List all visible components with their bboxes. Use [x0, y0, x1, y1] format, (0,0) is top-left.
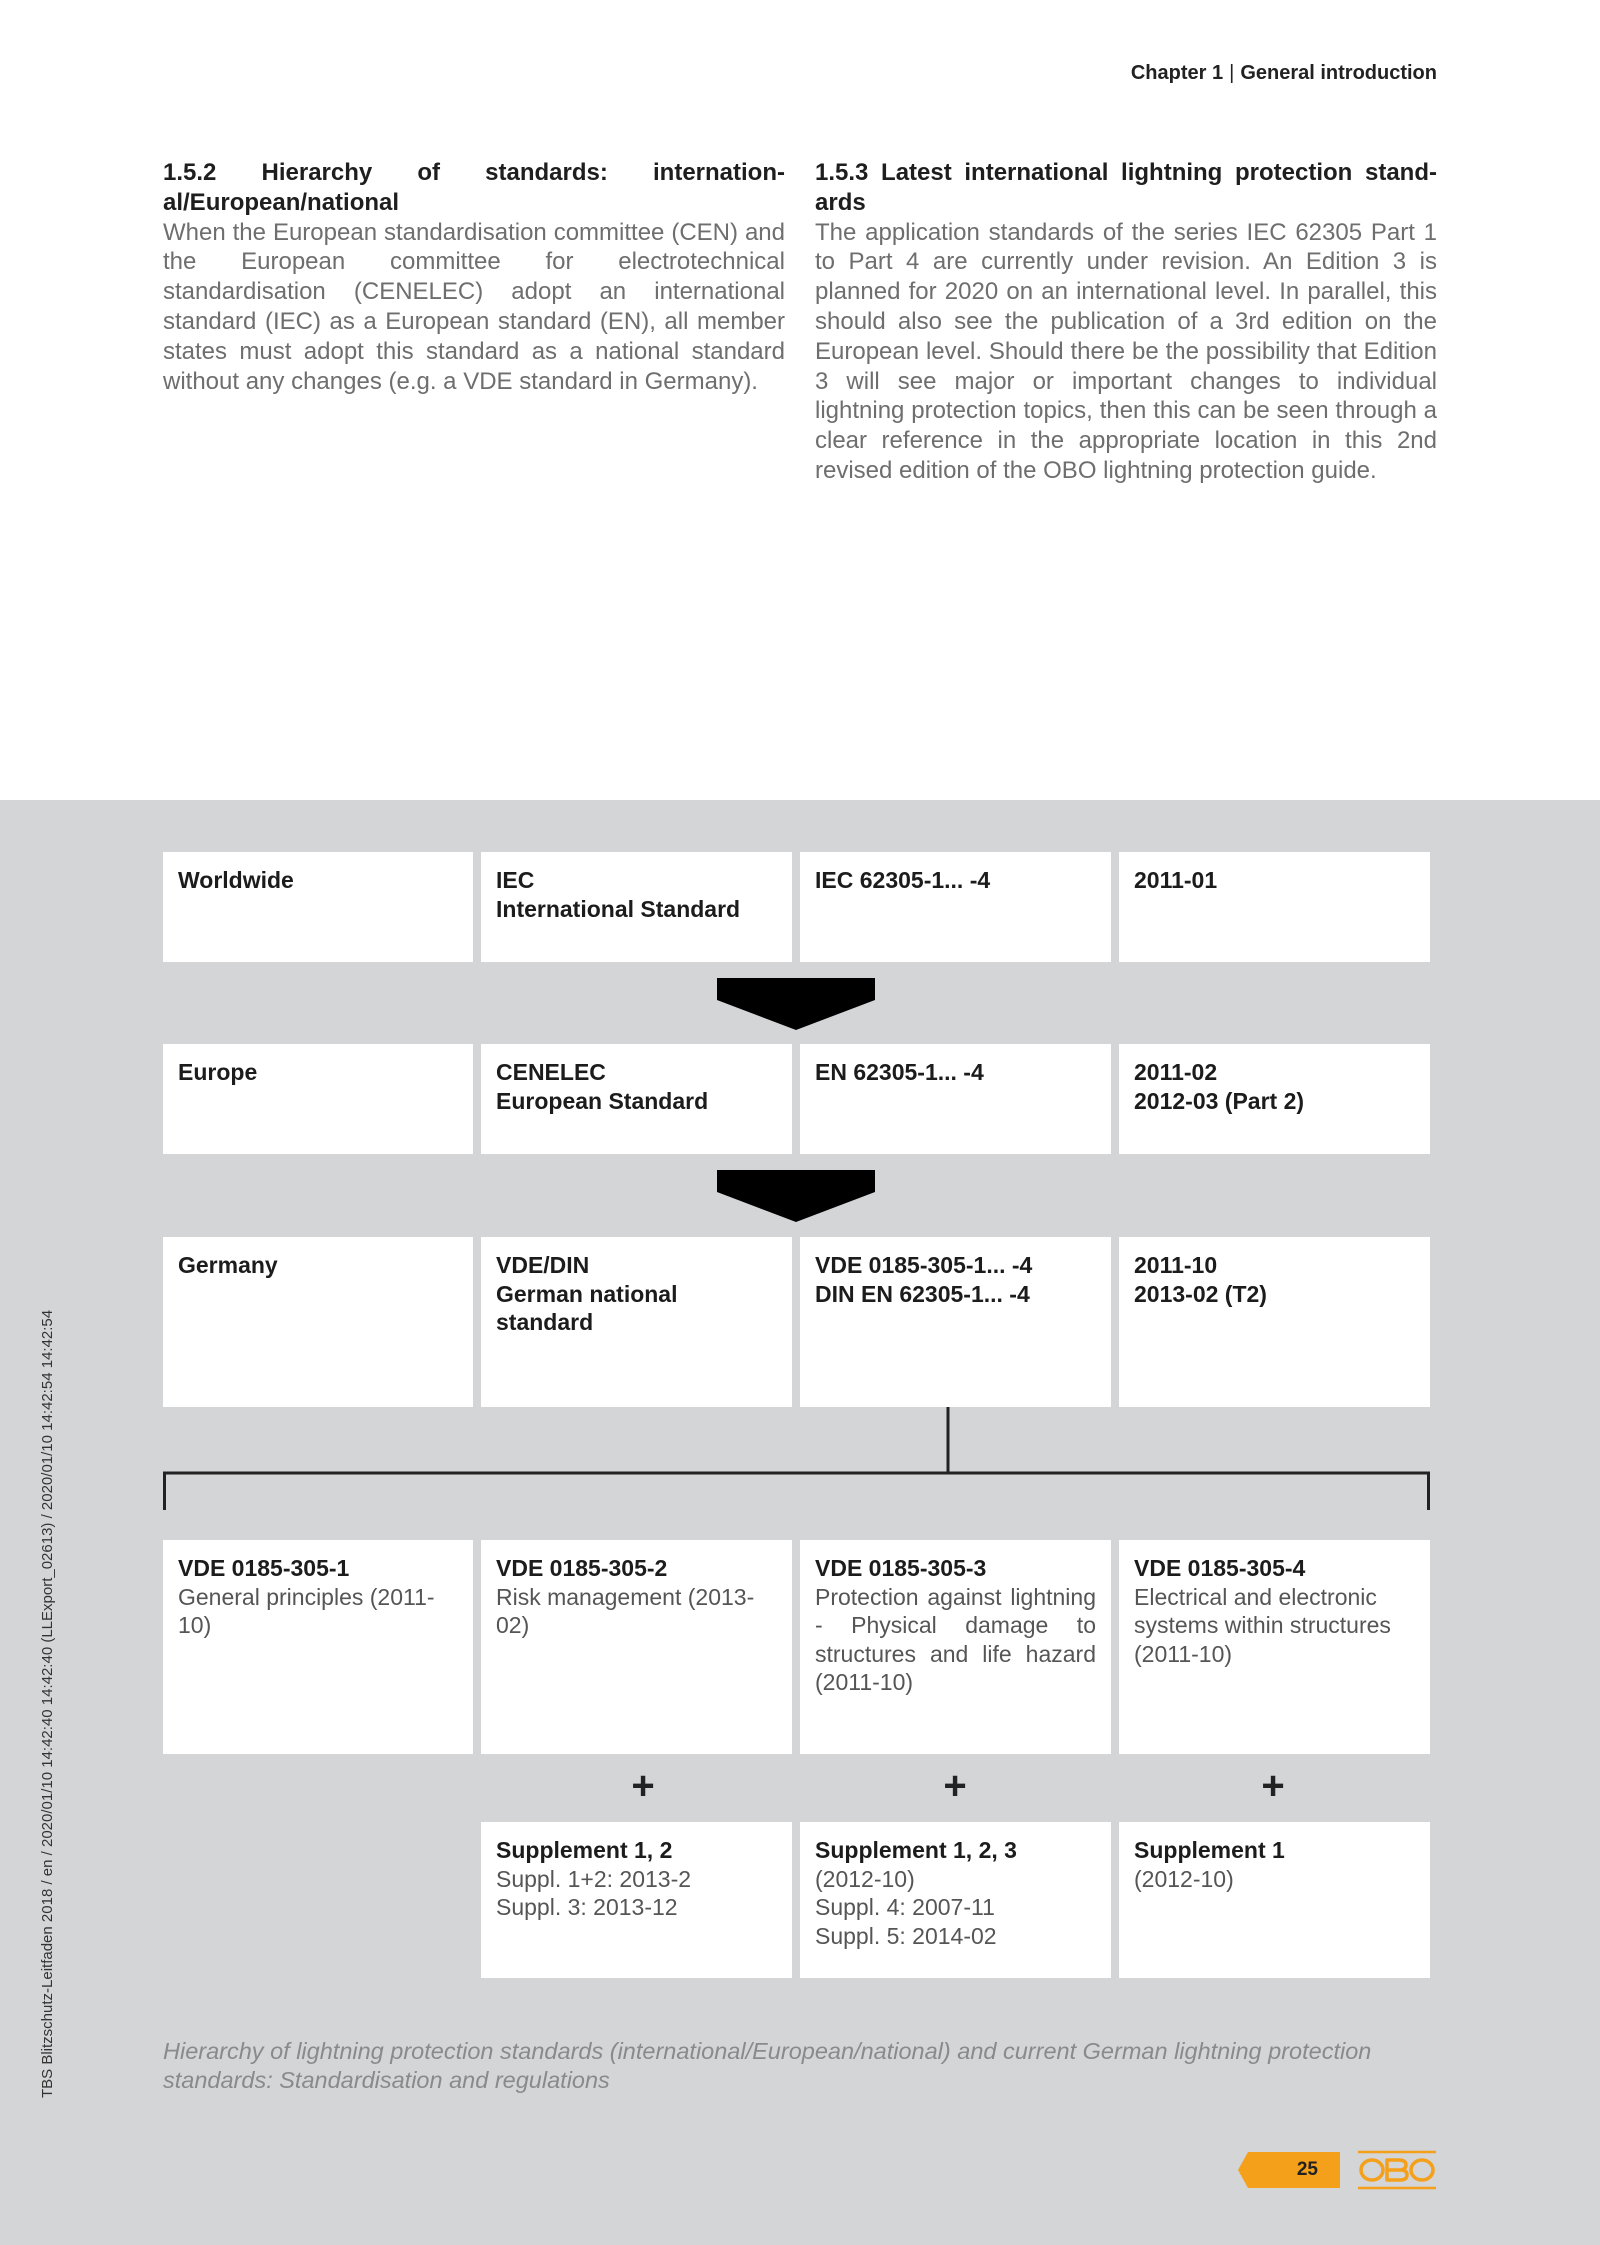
part-title: VDE 0185-305-4	[1134, 1555, 1306, 1581]
plus-icon: +	[1261, 1764, 1285, 1808]
part-description: Protection against lightning - Physical damage to structures and life hazard (2011-10)	[815, 1583, 1096, 1695]
part-description: Risk management (2013-02)	[496, 1583, 755, 1638]
standard-date: 2011-02	[1134, 1059, 1218, 1085]
cell-part-4	[1119, 1540, 1430, 1754]
cell-part-1	[163, 1540, 473, 1754]
region-label: Europe	[178, 1059, 258, 1085]
header-section: General introduction	[1240, 62, 1437, 84]
section-heading: 1.5.3 Latest international lightning protection standards	[815, 159, 1437, 216]
page-number-tab	[1238, 2152, 1340, 2188]
part-title: VDE 0185-305-3	[815, 1555, 987, 1581]
cell-date-en	[1119, 1044, 1430, 1154]
cell-body-cenelec	[481, 1044, 792, 1154]
standards-body-name: CENELEC	[496, 1059, 606, 1085]
cell-standard-iec	[800, 852, 1111, 962]
sidebar-export-info: TBS Blitzschutz-Leitfaden 2018 / en / 2020/01/10 14:42:40 14:42:40 (LLExport_02613) / 2020/01/10 14:42:54 14:42:54	[39, 1309, 56, 2098]
cell-region-worldwide	[163, 852, 473, 962]
cell-standard-vde	[800, 1237, 1111, 1407]
region-label: Worldwide	[178, 867, 294, 893]
down-arrow-icon	[717, 1170, 875, 1222]
supplement-title: Supplement 1, 2, 3	[815, 1837, 1017, 1863]
supplement-detail: (2012-10)	[815, 1865, 915, 1892]
part-title: VDE 0185-305-2	[496, 1555, 668, 1581]
standards-body-type: International Standard	[496, 895, 741, 922]
cell-region-europe	[163, 1044, 473, 1154]
supplement-detail: Suppl. 5: 2014-02	[815, 1922, 997, 1949]
page-number: 25	[1296, 2159, 1318, 2180]
cell-supplement-part-2	[481, 1822, 792, 1978]
section-body: When the European standardisation committee (CEN) and the European committee for electrotechnical standardisation (CENELEC) adopt an international standard (IEC) as a European standard (EN), all member states must adopt this standard as a national standard without any changes (e.g. a VDE standard in Germany).	[163, 218, 785, 395]
section-body: The application standards of the series IEC 62305 Part 1 to Part 4 are currently under revision. An Edition 3 is planned for 2020 on an international level. In parallel, this should also see the publication of a 3rd edition on the European level. Should there be the possibility that Edition 3 will see major or important changes to individual lightning protection topics, then this can be seen through a clear reference in the appropriate location in this 2nd revised edition of the OBO lightning protection guide.	[815, 218, 1437, 484]
supplement-title: Supplement 1, 2	[496, 1837, 673, 1863]
cell-region-germany	[163, 1237, 473, 1407]
standard-date: 2011-01	[1134, 867, 1218, 893]
standard-date: 2012-03 (Part 2)	[1134, 1087, 1305, 1114]
cell-part-3	[800, 1540, 1111, 1754]
standards-body-type: European Standard	[496, 1087, 709, 1114]
header-chapter: Chapter 1	[1130, 62, 1224, 84]
standard-date: 2013-02 (T2)	[1134, 1280, 1267, 1307]
standard-number: DIN EN 62305-1... -4	[815, 1280, 1030, 1307]
part-description: Electrical and electronic systems within structures (2011-10)	[1134, 1583, 1391, 1667]
cell-part-2	[481, 1540, 792, 1754]
standards-body-name: IEC	[496, 867, 535, 893]
region-label: Germany	[178, 1252, 278, 1278]
cell-date-vde	[1119, 1237, 1430, 1407]
standards-body-type: German national standard	[496, 1280, 678, 1335]
supplement-detail: Suppl. 4: 2007-11	[815, 1894, 995, 1920]
cell-supplement-part-3	[800, 1822, 1111, 1978]
tree-connector	[0, 1405, 1600, 1515]
standard-number: VDE 0185-305-1... -4	[815, 1252, 1033, 1278]
down-arrow-icon	[717, 978, 875, 1030]
standards-body-name: VDE/DIN	[496, 1252, 590, 1278]
part-title: VDE 0185-305-1	[178, 1555, 350, 1581]
cell-body-vde-din	[481, 1237, 792, 1407]
cell-date-iec	[1119, 852, 1430, 962]
figure-caption: Hierarchy of lightning protection standards (international/European/national) and current German lightning protection standards: Standardisation and regulations	[163, 2038, 1372, 2093]
cell-body-iec	[481, 852, 792, 962]
cell-standard-en	[800, 1044, 1111, 1154]
plus-icon: +	[943, 1764, 967, 1808]
section-1-5-2	[163, 158, 785, 396]
section-1-5-3	[815, 158, 1437, 486]
standard-number: EN 62305-1... -4	[815, 1059, 984, 1085]
supplement-detail: Suppl. 1+2: 2013-2	[496, 1865, 692, 1892]
header-separator: |	[1229, 62, 1235, 84]
part-description: General principles (2011-10)	[178, 1583, 435, 1638]
standard-date: 2011-10	[1134, 1252, 1218, 1278]
supplement-detail: (2012-10)	[1134, 1865, 1234, 1892]
plus-icon: +	[631, 1764, 655, 1808]
supplement-title: Supplement 1	[1134, 1837, 1285, 1863]
standard-number: IEC 62305-1... -4	[815, 867, 991, 893]
cell-supplement-part-4	[1119, 1822, 1430, 1978]
running-header	[1131, 62, 1437, 85]
supplement-detail: Suppl. 3: 2013-12	[496, 1894, 678, 1920]
section-heading: 1.5.2 Hierarchy of standards: international/European/national	[163, 159, 785, 216]
obo-logo	[1358, 2150, 1436, 2190]
